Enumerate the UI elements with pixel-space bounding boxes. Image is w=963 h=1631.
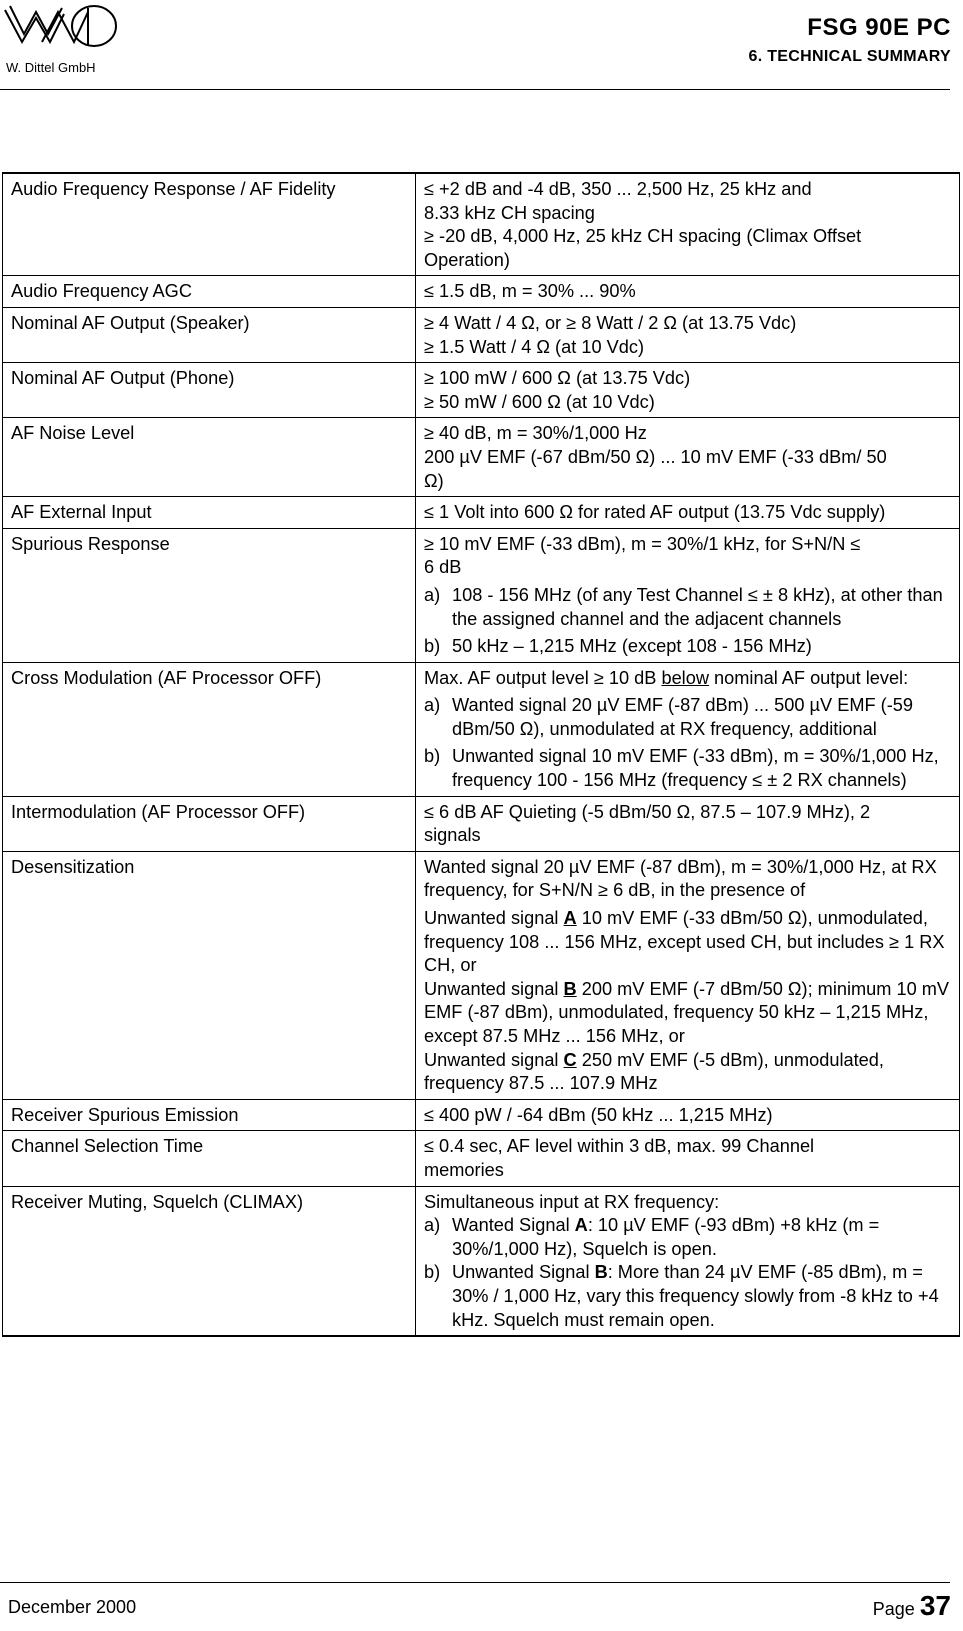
page-number xyxy=(873,1590,951,1622)
item-marker: b) xyxy=(424,1262,441,1283)
value-line: ≥ 1.5 Watt / 4 Ω (at 10 Vdc) xyxy=(424,336,645,357)
intro-underlined: below xyxy=(661,667,709,688)
intro-text: Max. AF output level ≥ 10 dB xyxy=(424,667,662,688)
spec-label: Channel Selection Time xyxy=(3,1131,416,1186)
spec-value xyxy=(416,662,960,796)
spec-value xyxy=(416,528,960,662)
spec-label: Cross Modulation (AF Processor OFF) xyxy=(3,662,416,796)
table-row xyxy=(3,307,960,362)
spec-value xyxy=(416,307,960,362)
page-header xyxy=(749,14,951,66)
value-line: ≥ 4 Watt / 4 Ω, or ≥ 8 Watt / 2 Ω (at 13.75 Vdc) xyxy=(424,312,797,333)
table-row xyxy=(3,1131,960,1186)
spec-label: AF Noise Level xyxy=(3,418,416,497)
table-row xyxy=(3,662,960,796)
spec-value xyxy=(416,363,960,418)
spec-value xyxy=(416,1099,960,1131)
item-marker: a) xyxy=(424,584,441,605)
list-item xyxy=(424,584,953,631)
company-name: W. Dittel GmbH xyxy=(6,60,96,75)
value-line: 200 µV EMF (-67 dBm/50 Ω) ... 10 mV EMF (-33 dBm/ 50 xyxy=(424,446,887,467)
table-row xyxy=(3,418,960,497)
table-row xyxy=(3,173,960,276)
signal-key: A xyxy=(574,1215,588,1236)
intro-text: nominal AF output level: xyxy=(708,667,909,688)
unwanted-signal xyxy=(424,1049,953,1096)
signal-key: C xyxy=(563,1049,577,1070)
item-text: Unwanted signal 10 mV EMF (-33 dBm), m = 30%/1,000 Hz, frequency 100 - 156 MHz (frequency ≤ ± 2 RX channels) xyxy=(452,746,939,791)
page-number-value: 37 xyxy=(919,1590,951,1621)
spec-label: Audio Frequency Response / AF Fidelity xyxy=(3,173,416,276)
table-row xyxy=(3,528,960,662)
spec-value xyxy=(416,497,960,529)
item-text-part: Wanted Signal xyxy=(452,1215,575,1236)
header-divider xyxy=(0,89,950,90)
unwanted-signal xyxy=(424,978,953,1049)
item-text-part: : 10 µV EMF (-93 dBm) +8 kHz (m = 30%/1,000 Hz), Squelch is open. xyxy=(452,1215,880,1259)
signal-text: Unwanted signal xyxy=(424,978,564,999)
spec-value xyxy=(416,173,960,276)
company-logo xyxy=(2,0,122,80)
value-line: ≥ 10 mV EMF (-33 dBm), m = 30%/1 kHz, for S+N/N ≤ xyxy=(424,533,861,554)
value-line: ≤ 0.4 sec, AF level within 3 dB, max. 99 Channel xyxy=(424,1136,815,1157)
item-text-part: Unwanted Signal xyxy=(452,1262,595,1283)
footer-divider xyxy=(0,1582,950,1583)
value-line: ≥ 100 mW / 600 Ω (at 13.75 Vdc) xyxy=(424,368,691,389)
item-marker: b) xyxy=(424,746,441,767)
spec-label: Receiver Spurious Emission xyxy=(3,1099,416,1131)
value-line: Simultaneous input at RX frequency: xyxy=(424,1191,720,1212)
item-marker: b) xyxy=(424,636,441,657)
signal-key: B xyxy=(594,1262,608,1283)
signal-text: 10 mV EMF (-33 dBm/50 Ω), unmodulated, frequency 108 ... 156 MHz, except used CH, but includes ≥ 1 RX CH, or xyxy=(424,908,945,976)
spec-value xyxy=(416,276,960,308)
signal-key: B xyxy=(563,978,577,999)
spec-label: Spurious Response xyxy=(3,528,416,662)
item-text xyxy=(452,1214,953,1261)
value-line: 8.33 kHz CH spacing xyxy=(424,202,595,223)
value-line: 6 dB xyxy=(424,557,462,578)
table-row xyxy=(3,276,960,308)
section-title: 6. TECHNICAL SUMMARY xyxy=(748,48,951,65)
spec-label: Intermodulation (AF Processor OFF) xyxy=(3,796,416,851)
spec-label: Nominal AF Output (Speaker) xyxy=(3,307,416,362)
list-item xyxy=(424,635,953,659)
table-row xyxy=(3,497,960,529)
value-line: signals xyxy=(424,825,481,846)
footer-date: December 2000 xyxy=(8,1597,137,1617)
value-line: memories xyxy=(424,1159,504,1180)
list-item xyxy=(424,694,953,741)
unwanted-signal xyxy=(424,907,953,978)
spec-label: Receiver Muting, Squelch (CLIMAX) xyxy=(3,1186,416,1336)
value-line: Operation) xyxy=(424,249,510,270)
signal-key: A xyxy=(563,908,577,929)
technical-summary-table xyxy=(2,172,960,1337)
spec-value xyxy=(416,796,960,851)
value-line: ≤ 6 dB AF Quieting (-5 dBm/50 Ω, 87.5 – 107.9 MHz), 2 xyxy=(424,801,871,822)
value-line: ≥ 40 dB, m = 30%/1,000 Hz xyxy=(424,423,647,444)
table-row xyxy=(3,363,960,418)
spec-label: AF External Input xyxy=(3,497,416,529)
table-row xyxy=(3,1186,960,1336)
value-intro: Wanted signal 20 µV EMF (-87 dBm), m = 30%/1,000 Hz, at RX frequency, for S+N/N ≥ 6 dB, in the presence of xyxy=(424,856,937,901)
value-line: ≥ 50 mW / 600 Ω (at 10 Vdc) xyxy=(424,391,655,412)
list-item xyxy=(424,1261,953,1332)
item-text: Wanted signal 20 µV EMF (-87 dBm) ... 500 µV EMF (-59 dBm/50 Ω), unmodulated at RX frequency, additional xyxy=(452,695,913,739)
list-item xyxy=(424,1214,953,1261)
document-title: FSG 90E PC xyxy=(807,14,951,41)
spec-label: Audio Frequency AGC xyxy=(3,276,416,308)
value-intro xyxy=(424,667,953,691)
table-row xyxy=(3,851,960,1099)
spec-value xyxy=(416,851,960,1099)
signal-text: Unwanted signal xyxy=(424,1049,564,1070)
value-line: Ω) xyxy=(424,470,444,491)
item-text: 50 kHz – 1,215 MHz (except 108 - 156 MHz) xyxy=(452,636,812,657)
item-text-part: : More than 24 µV EMF (-85 dBm), m = 30% / 1,000 Hz, vary this frequency slowly from -8 kHz to +4 kHz. Squelch must remain open. xyxy=(452,1262,939,1330)
page-label: Page xyxy=(872,1599,915,1619)
value-line: ≤ 400 pW / -64 dBm (50 kHz ... 1,215 MHz) xyxy=(424,1104,773,1125)
spec-label: Desensitization xyxy=(3,851,416,1099)
dittel-logo-icon xyxy=(2,0,120,58)
table-row xyxy=(3,1099,960,1131)
table-row xyxy=(3,796,960,851)
value-line: ≥ -20 dB, 4,000 Hz, 25 kHz CH spacing (Climax Offset xyxy=(424,226,862,247)
spec-value xyxy=(416,1131,960,1186)
spec-value xyxy=(416,1186,960,1336)
item-marker: a) xyxy=(424,1215,441,1236)
signal-text: 250 mV EMF (-5 dBm), unmodulated, frequency 87.5 ... 107.9 MHz xyxy=(424,1049,884,1094)
item-marker: a) xyxy=(424,695,441,716)
value-line: ≤ +2 dB and -4 dB, 350 ... 2,500 Hz, 25 kHz and xyxy=(424,179,812,199)
signal-text: 200 mV EMF (-7 dBm/50 Ω); minimum 10 mV EMF (-87 dBm), unmodulated, frequency 50 kHz – 1,215 MHz, except 87.5 MHz ... 156 MHz, or xyxy=(424,978,950,1046)
value-line: ≤ 1.5 dB, m = 30% ... 90% xyxy=(424,281,636,302)
spec-label: Nominal AF Output (Phone) xyxy=(3,363,416,418)
value-line: ≤ 1 Volt into 600 Ω for rated AF output (13.75 Vdc supply) xyxy=(424,502,886,523)
signal-text: Unwanted signal xyxy=(424,908,564,929)
item-text: 108 - 156 MHz (of any Test Channel ≤ ± 8 kHz), at other than the assigned channel and the adjacent channels xyxy=(452,584,943,629)
list-item xyxy=(424,745,953,792)
spec-value xyxy=(416,418,960,497)
item-text xyxy=(452,1261,953,1332)
